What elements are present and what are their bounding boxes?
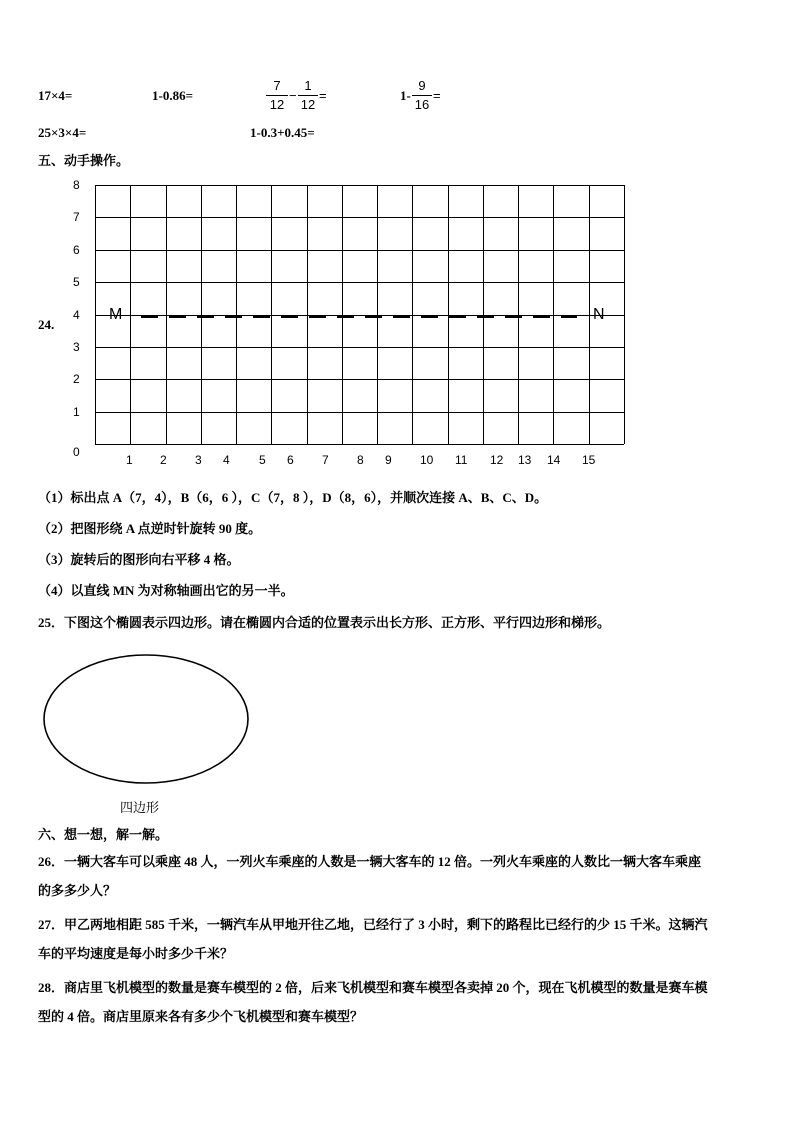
x-tick-label: 1 xyxy=(126,453,133,467)
q27-line-2: 车的平均速度是每小时多少千米？ xyxy=(38,946,234,961)
q25-text: 25．下图这个椭圆表示四边形。请在椭圆内合适的位置表示出长方形、正方形、平行四边形和梯形。 xyxy=(38,615,611,630)
y-tick-label: 2 xyxy=(73,372,80,387)
q24-item-1: （1）标出点 A（7，4），B（6，6 ），C（7，8 ），D（8，6），并顺次连接 A、B、C、D。 xyxy=(38,490,548,505)
q24-number: 24. xyxy=(38,317,55,332)
label-n: N xyxy=(593,306,605,323)
x-tick-label: 12 xyxy=(490,453,504,467)
q26-line-1: 26．一辆大客车可以乘座 48 人，一列火车乘座的人数是一辆大客车的 12 倍。一列火车乘座的人数比一辆大客车乘座 xyxy=(38,854,702,869)
section-6-heading: 六、想一想，解一解。 xyxy=(38,827,169,842)
x-tick-label: 10 xyxy=(420,453,434,467)
x-tick-label: 15 xyxy=(582,453,596,467)
section-5-heading: 五、动手操作。 xyxy=(38,153,130,168)
y-tick-label: 1 xyxy=(73,404,80,419)
ellipse-label: 四边形 xyxy=(120,801,160,816)
x-tick-label: 11 xyxy=(455,453,468,467)
y-tick-label: 4 xyxy=(73,307,80,322)
y-tick-label: 0 xyxy=(73,445,80,459)
x-tick-label: 13 xyxy=(518,453,532,467)
q27-line-1: 27．甲乙两地相距 585 千米，一辆汽车从甲地开往乙地，已经行了 3 小时，剩下的路程比已经行的少 15 千米。这辆汽 xyxy=(38,917,708,932)
x-tick-label: 8 xyxy=(357,453,364,467)
q26-line-2: 的多多少人？ xyxy=(38,883,117,898)
x-tick-label: 4 xyxy=(223,453,230,467)
q24-item-4: （4）以直线 MN 为对称轴画出它的另一半。 xyxy=(38,583,294,598)
fraction-denominator: 16 xyxy=(414,97,430,112)
y-tick-label: 8 xyxy=(73,178,80,192)
q24-item-3: （3）旋转后的图形向右平移 4 格。 xyxy=(38,552,240,567)
fraction-a-denominator: 12 xyxy=(269,97,285,112)
y-tick-label: 7 xyxy=(73,210,80,225)
equals-sign: = xyxy=(319,88,327,103)
calc-prefix: 1- xyxy=(400,88,411,103)
x-tick-label: 7 xyxy=(322,453,329,467)
q28-line-1: 28．商店里飞机模型的数量是赛车模型的 2 倍，后来飞机模型和赛车模型各卖掉 20 个，现在飞机模型的数量是赛车模 xyxy=(38,980,708,995)
x-tick-label: 9 xyxy=(385,453,392,467)
y-tick-label: 6 xyxy=(73,242,80,257)
fraction-a-numerator: 7 xyxy=(273,78,281,93)
x-tick-label: 5 xyxy=(259,453,266,467)
calc-17x4: 17×4= xyxy=(38,88,73,103)
equals-sign: = xyxy=(433,88,441,103)
x-tick-label: 6 xyxy=(287,453,294,467)
fraction-b-numerator: 1 xyxy=(304,78,312,93)
x-tick-label: 3 xyxy=(195,453,202,467)
y-tick-label: 5 xyxy=(73,275,80,290)
fraction-numerator: 9 xyxy=(418,78,426,93)
quadrilateral-ellipse xyxy=(40,652,255,790)
y-tick-label: 3 xyxy=(73,339,80,354)
coordinate-grid xyxy=(0,0,794,480)
minus-sign: − xyxy=(289,88,297,103)
fraction-b-denominator: 12 xyxy=(300,97,316,112)
calc-25x3x4: 25×3×4= xyxy=(38,125,87,140)
label-m: M xyxy=(109,306,123,323)
x-tick-label: 14 xyxy=(547,453,561,467)
q28-line-2: 型的 4 倍。商店里原来各有多少个飞机模型和赛车模型？ xyxy=(38,1009,364,1024)
calc-1-0.86: 1-0.86= xyxy=(152,88,193,103)
calc-1-0.3+0.45: 1-0.3+0.45= xyxy=(250,125,315,140)
q24-item-2: （2）把图形绕 A 点逆时针旋转 90 度。 xyxy=(38,521,262,536)
x-tick-label: 2 xyxy=(160,453,167,467)
